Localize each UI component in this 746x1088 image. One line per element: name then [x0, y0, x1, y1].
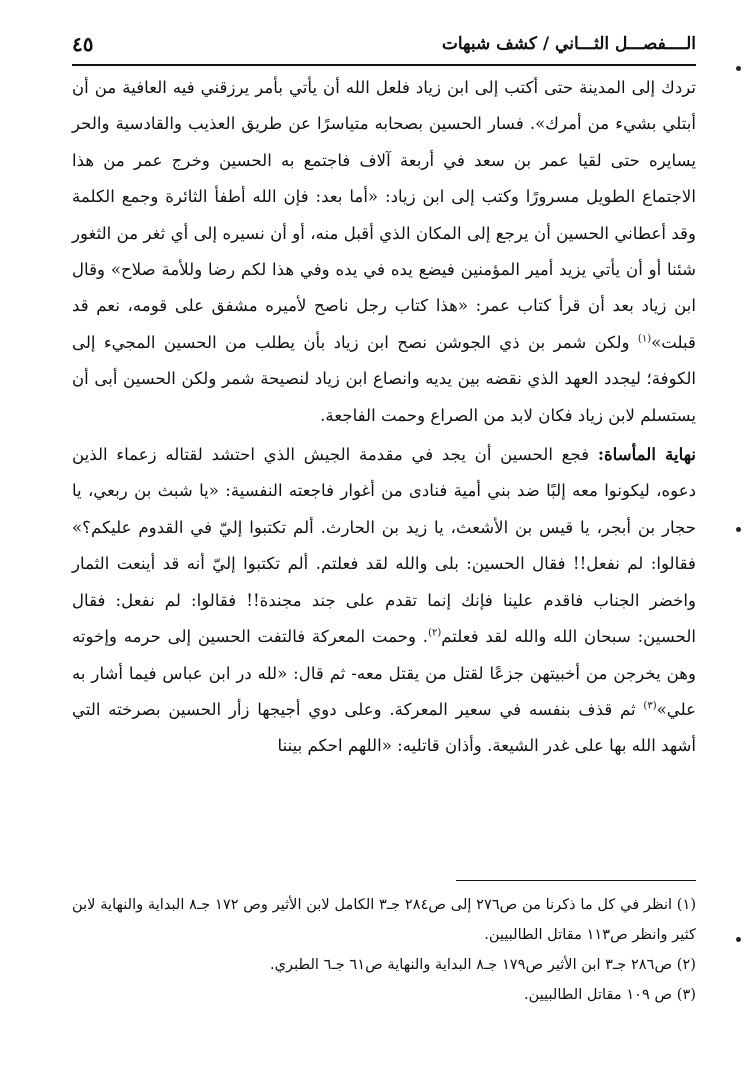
footnote-ref-2: (٢) — [428, 627, 442, 639]
paragraph-2-text-a: فجع الحسين أن يجد في مقدمة الجيش الذي احتشد لقتاله زعماء الذين دعوه، ليكونوا معه إلبًا ضد بني أمية فنادى من أغوار فاجعته النفسية: «يا شبث بن ربعي، يا حجار بن أبجر، يا قيس بن الأشعث، يا زيد بن الحارث. ألم تكتبوا إليّ في القدوم عليكم؟» فقالوا: لم نفعل!! فقال الحسين: بلى والله لقد فعلتم. ألم تكتبوا إليّ أنه قد أينعت الثمار واخضر الجناب فاقدم علينا فإنك إنما تقدم على جند مجندة!! فقالوا: لم نفعل: فقال الحسين: سبحان الله والله لقد فعلتم — [72, 445, 696, 647]
section-lead-heading: نهاية المأساة: — [597, 444, 696, 465]
paragraph-1-text-b: ولكن شمر بن ذي الجوشن نصح ابن زياد بأن يطلب من الحسين المجيء إلى الكوفة؛ ليجدد العهد الذي نقضه بين يديه وانصاع ابن زياد لنصيحة شمر ولكن الحسين أبى أن يستسلم لابن زياد فكان لابد من الصراع وحمت الفاجعة. — [72, 332, 696, 425]
margin-mark — [736, 937, 741, 942]
footnote-ref-3: (٣) — [643, 700, 657, 712]
footnote-3: (٣) ص ١٠٩ مقاتل الطالبيين. — [523, 986, 696, 1003]
paragraph-2 — [72, 436, 696, 765]
footnote-2: (٢) ص٢٨٦ جـ٣ ابن الأثير ص١٧٩ جـ٨ البداية والنهاية ص٦١ جـ٦ الطبري. — [270, 956, 696, 973]
footnotes — [72, 890, 696, 1010]
paragraph-2-text-b: . وحمت المعركة فالتفت الحسين إلى حرمه وإخوته وهن يخرجن من أخبيتهن جزعًا لقتل من يقتل معه- ثم قال: «لله در ابن عباس فيما أشار به علي» — [72, 627, 696, 719]
paragraph-2-text-c: ثم قذف بنفسه في سعير المعركة. وعلى دوي أجيجها زأر الحسين بصرخته التي أشهد الله بها على غدر الشيعة. وأذان قاتليه: «اللهم احكم بيننا — [72, 699, 696, 756]
margin-mark — [736, 527, 741, 532]
footnote-ref-1: (١) — [637, 333, 652, 345]
chapter-title: الــــفصـــل الثـــاني / كشف شبهات — [441, 34, 696, 54]
footnote-1: (١) انظر في كل ما ذكرنا من ص٢٧٦ إلى ص٢٨٤ جـ٣ الكامل لابن الأثير وص ١٧٢ جـ٨ البداية والنهاية لابن كثير وانظر ص١١٣ مقاتل الطالبيين. — [72, 896, 697, 943]
header-divider — [72, 64, 696, 66]
margin-mark — [736, 66, 741, 71]
main-text — [72, 70, 696, 765]
footnote-divider — [456, 880, 696, 881]
paragraph-1 — [72, 70, 696, 434]
paragraph-1-text-a: تردك إلى المدينة حتى أكتب إلى ابن زياد فلعل الله أن يأتي بأمر يرزقني فيه العافية من أن أبتلي بشيء من أمرك». فسار الحسين بصحابه متياسرًا عن طريق العذيب والقادسية والحر يسايره حتى لقيا عمر بن سعد في أربعة آلاف فاجتمع به الحسين وخرج عمر من هذا الاجتماع الطويل مسرورًا وكتب إلى ابن زياد: «أما بعد: فإن الله أطفأ الثائرة وجمع الكلمة وقد أعطاني الحسين أن يرجع إلى المكان الذي أقبل منه، أو أن نسيره إلى أي ثغر من الثغور شئنا أو أن يأتي يزيد أمير المؤمنين فيضع يده في يده وفي هذا لكم رضا وللأمة صلاح» وقال ابن زياد بعد أن قرأ كتاب عمر: «هذا كتاب رجل ناصح لأميره مشفق على قومه، نعم قد قبلت» — [72, 78, 696, 352]
page-number: ٤٥ — [72, 32, 94, 56]
running-header — [72, 30, 696, 64]
